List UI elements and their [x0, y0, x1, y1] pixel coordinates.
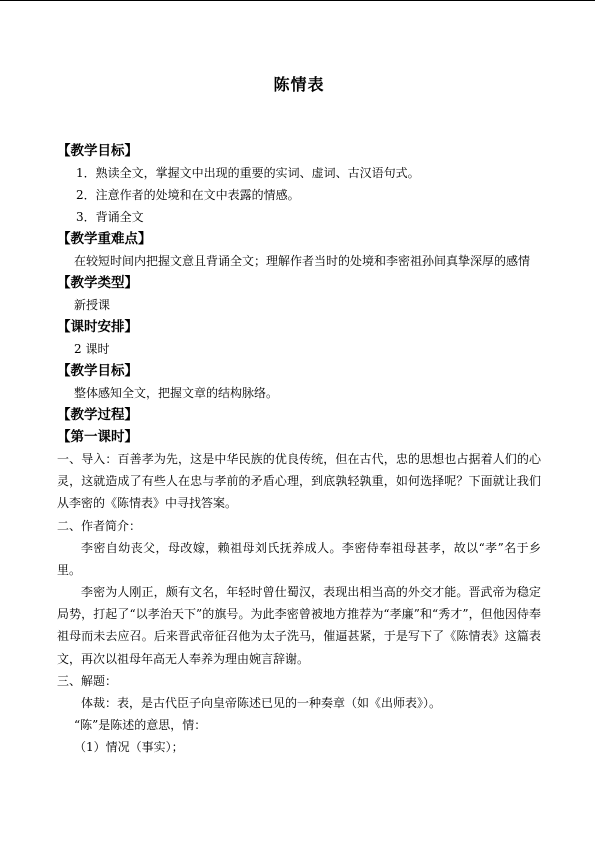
heading-schedule: 【课时安排】: [57, 319, 138, 335]
heading-teaching-type: 【教学类型】: [57, 275, 138, 291]
heading-teaching-goals: 【教学目标】: [57, 143, 138, 159]
author-heading: 二、作者简介：: [57, 518, 142, 533]
chen-meaning: “陈”是陈述的意思，情：: [74, 717, 207, 732]
schedule-text: 2 课时: [74, 342, 110, 356]
author-paragraph-2: 李密为人刚正，颇有文名，年轻时曾仕蜀汉，表现出相当高的外交才能。晋武帝为稳定局势，打起了“以孝治天下”的旗号。为此李密曾被地方推荐为“孝廉”和“秀才”，但他因侍奉祖母而未去应召。后来晋武帝征召他为太子洗马，催逼甚紧，于是写下了《陈情表》这篇表文，再次以祖母年高无人奉养为理由婉言辞谢。: [57, 585, 541, 666]
document-page: [57, 70, 541, 758]
explain-heading: 三、解题：: [57, 673, 118, 688]
goal-item-3: 3．背诵全文: [76, 210, 144, 224]
intro-paragraph: 一、导入：百善孝为先，这是中华民族的优良传统，但在古代，忠的思想也占据着人们的心灵，这就造成了有些人在忠与孝前的矛盾心理，到底孰轻孰重，如何选择呢？下面就让我们从李密的《陈情表》中寻找答案。: [57, 452, 541, 511]
key-difficulties-text: 在较短时间内把握文意且背诵全文；理解作者当时的处境和李密祖孙间真挚深厚的感情: [74, 254, 531, 268]
goal-item-2: 2．注意作者的处境和在文中表露的情感。: [76, 188, 300, 202]
genre-text: 体裁：表，是古代臣子向皇帝陈述已见的一种奏章（如《出师表》）。: [81, 695, 442, 710]
heading-teaching-process: 【教学过程】: [57, 407, 138, 423]
top-rule: [0, 0, 595, 1]
heading-teaching-goals-2: 【教学目标】: [57, 363, 138, 379]
goal-item-1: 1．熟读全文，掌握文中出现的重要的实词、虚词、古汉语句式。: [76, 166, 420, 180]
goal2-text: 整体感知全文，把握文章的结构脉络。: [74, 386, 279, 400]
document-title: 陈情表: [273, 75, 325, 94]
meaning-item-1: （1）情况（事实）；: [74, 739, 184, 754]
heading-key-difficulties: 【教学重难点】: [57, 231, 152, 247]
heading-lesson-one: 【第一课时】: [57, 429, 138, 445]
teaching-type-text: 新授课: [74, 298, 111, 312]
author-paragraph-1: 李密自幼丧父，母改嫁，赖祖母刘氏抚养成人。李密侍奉祖母甚孝，故以“孝”名于乡里。: [57, 540, 541, 577]
